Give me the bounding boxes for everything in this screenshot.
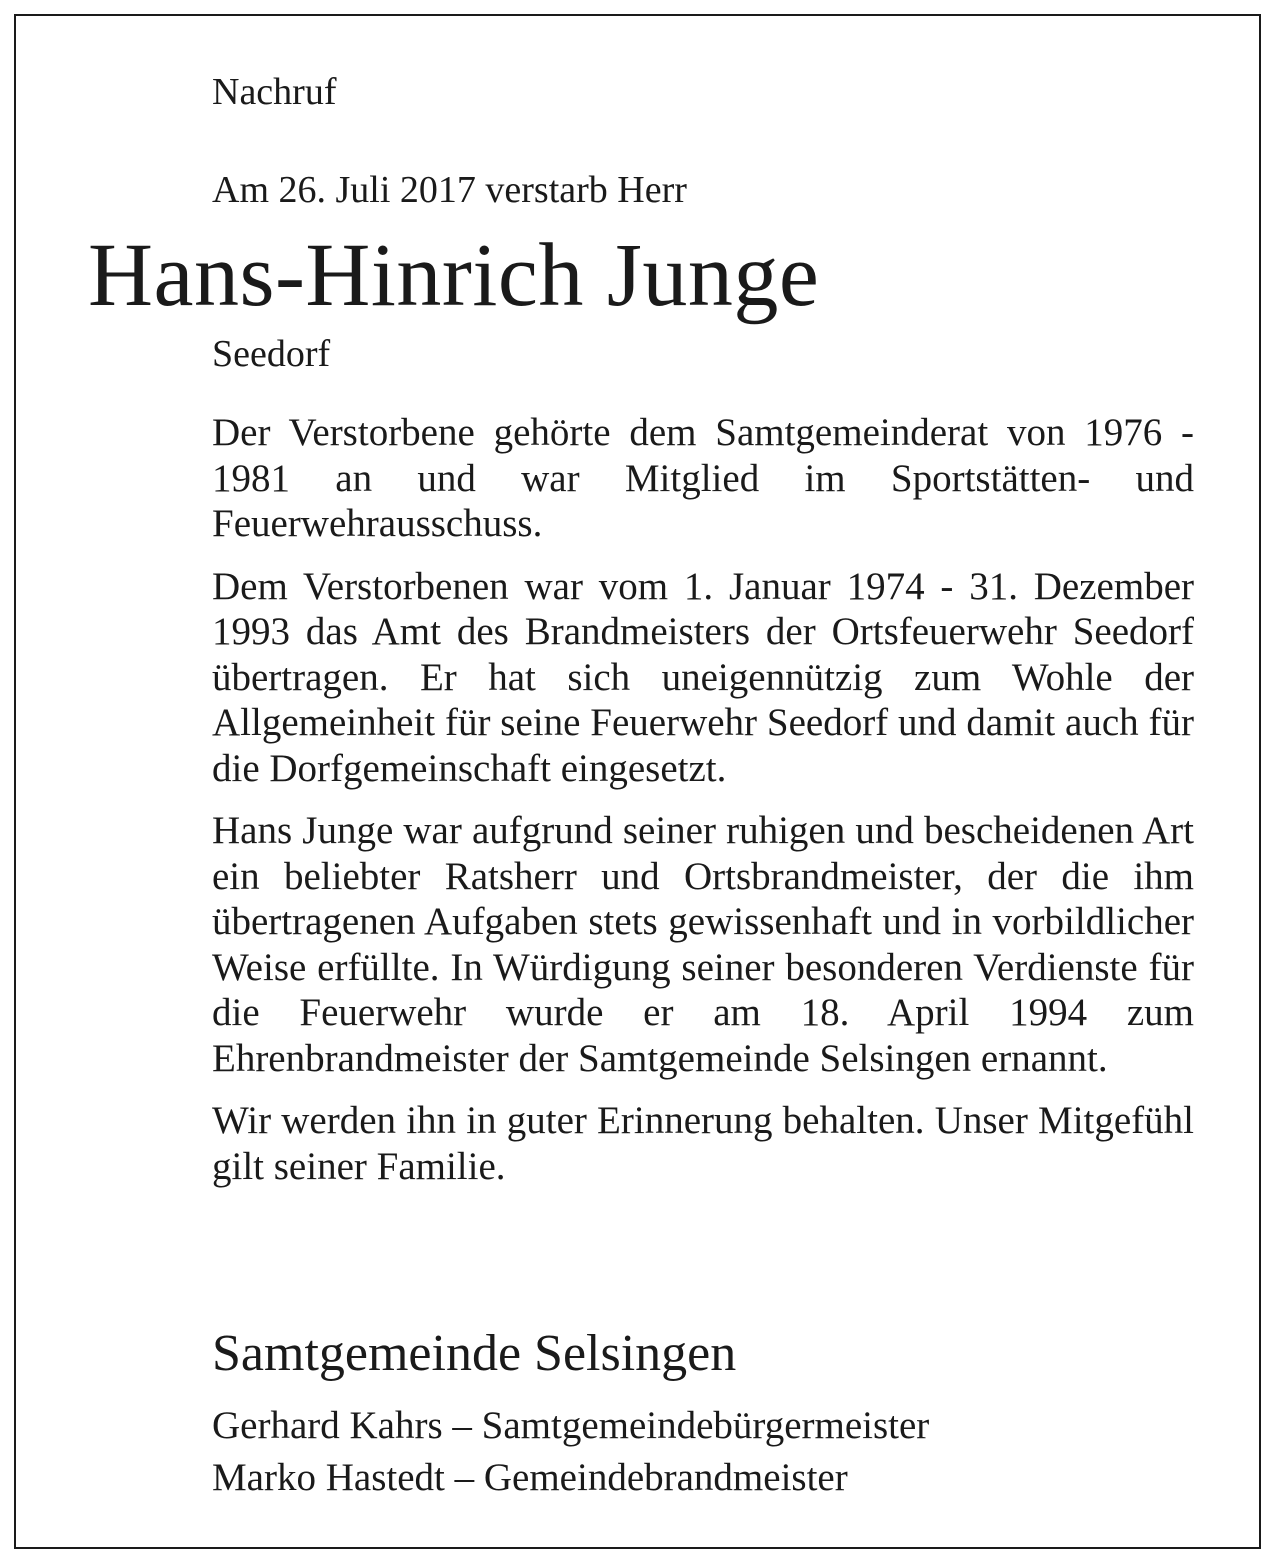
organization-name: Samtgemeinde Selsingen [212, 1325, 737, 1382]
notice-heading: Nachruf [212, 71, 337, 113]
paragraph-condolences: Wir werden ihn in guter Erinnerung behalten. Unser Mitgefühl gilt seiner Familie. [212, 1099, 1194, 1188]
deceased-hometown: Seedorf [212, 333, 331, 375]
signer-fire-chief: Marko Hastedt – Gemeindebrandmeister [212, 1456, 848, 1499]
paragraph-fire-brigade-office: Dem Verstorbenen war vom 1. Januar 1974 - 31. Dezember 1993 das Amt des Brandmeisters der Ortsfeuerwehr Seedorf übertragen. Er hat sich uneigennützig zum Wohle der Allgemeinheit für seine Feuerwehr Seedorf und damit auch für die Dorfgemeinschaft eingesetzt. [212, 564, 1194, 790]
paragraph-honorary-title: Hans Junge war aufgrund seiner ruhigen und bescheidenen Art ein beliebter Ratsherr und Ortsbrandmeister, der die ihm übertragenen Aufgaben stets gewissenhaft und in vorbildlicher Weise erfüllte. In Würdigung seiner besonderen Verdienste für die Feuerwehr wurde er am 18. April 1994 zum Ehrenbrandmeister der Samtgemeinde Selsingen ernannt. [212, 809, 1194, 1080]
paragraph-council-membership: Der Verstorbene gehörte dem Samtgemeinderat von 1976 - 1981 an und war Mitglied im Sportstätten- und Feuerwehrausschuss. [212, 411, 1194, 545]
death-announcement: Am 26. Juli 2017 verstarb Herr [212, 169, 687, 211]
signer-mayor: Gerhard Kahrs – Samtgemeindebürgermeister [212, 1404, 930, 1447]
obituary-body [212, 410, 1194, 1206]
deceased-name: Hans-Hinrich Junge [88, 226, 820, 325]
signature-block [212, 1322, 1212, 1504]
